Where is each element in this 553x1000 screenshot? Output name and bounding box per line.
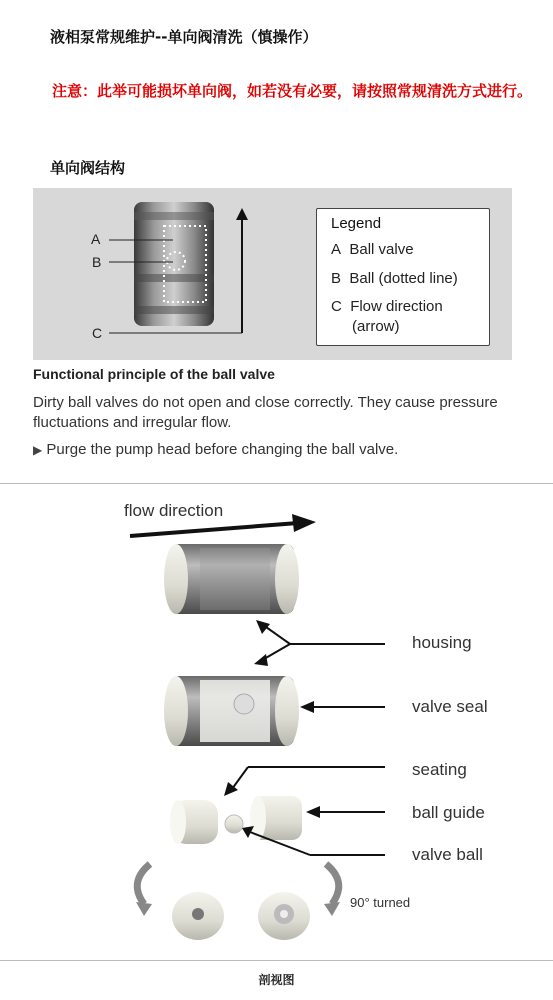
ball-guide-end-view bbox=[258, 892, 310, 940]
description-paragraph: Dirty ball valves do not open and close correctly. They cause pressure fluctuations and irregular flow. bbox=[33, 394, 498, 431]
valve-ball-label: valve ball bbox=[412, 845, 483, 864]
footer-caption: 剖视图 bbox=[258, 973, 295, 987]
flow-direction-label: flow direction bbox=[124, 501, 224, 520]
warning-text: 注意：此举可能损坏单向阀，如若没有必要，请按照常规清洗方式进行。 bbox=[52, 82, 533, 100]
legend-text: Ball (dotted line) bbox=[349, 270, 458, 287]
seating-end-view bbox=[172, 892, 224, 940]
housing-part bbox=[164, 544, 299, 614]
legend-title: Legend bbox=[331, 215, 382, 232]
ball-valve-figure bbox=[33, 188, 512, 360]
legend-text: Flow direction bbox=[350, 298, 443, 315]
legend-box bbox=[316, 208, 490, 346]
ball-valve-photo bbox=[134, 202, 214, 326]
legend-key: B bbox=[331, 270, 342, 287]
legend-text: Ball valve bbox=[349, 241, 414, 258]
section-subtitle: 单向阀结构 bbox=[50, 159, 126, 177]
bullet-text: Purge the pump head before changing the ball valve. bbox=[46, 441, 399, 458]
valve-seal-label: valve seal bbox=[412, 697, 488, 716]
label-b: B bbox=[92, 254, 102, 270]
flow-direction-arrow bbox=[236, 208, 248, 333]
legend-key: C bbox=[331, 298, 342, 315]
housing-label: housing bbox=[412, 633, 472, 652]
valve-seal-part bbox=[164, 676, 299, 746]
label-c: C bbox=[92, 325, 103, 341]
legend-item-b bbox=[331, 270, 458, 287]
rotate-right-icon bbox=[324, 864, 340, 916]
footer-divider bbox=[0, 960, 553, 961]
label-a: A bbox=[91, 231, 101, 247]
legend-item-a bbox=[331, 241, 414, 258]
seating-label: seating bbox=[412, 760, 467, 779]
exploded-view-diagram bbox=[0, 484, 553, 954]
legend-item-c bbox=[331, 298, 443, 315]
bullet-note bbox=[33, 441, 398, 458]
page-title: 液相泵常规维护--单向阀清洗（慎操作） bbox=[50, 28, 318, 46]
exploded-view-figure bbox=[0, 484, 553, 954]
seating-part bbox=[170, 800, 218, 844]
legend-item-c-extra: (arrow) bbox=[352, 318, 400, 335]
turned-label: 90° turned bbox=[350, 895, 411, 910]
legend-key: A bbox=[331, 241, 342, 258]
ball-guide-part bbox=[250, 796, 302, 840]
figure-caption: Functional principle of the ball valve bbox=[33, 366, 275, 382]
triangle-bullet-icon: ▶ bbox=[33, 443, 43, 457]
ball-guide-label: ball guide bbox=[412, 803, 485, 822]
rotate-left-icon bbox=[136, 864, 152, 916]
valve-ball-part bbox=[225, 815, 243, 833]
